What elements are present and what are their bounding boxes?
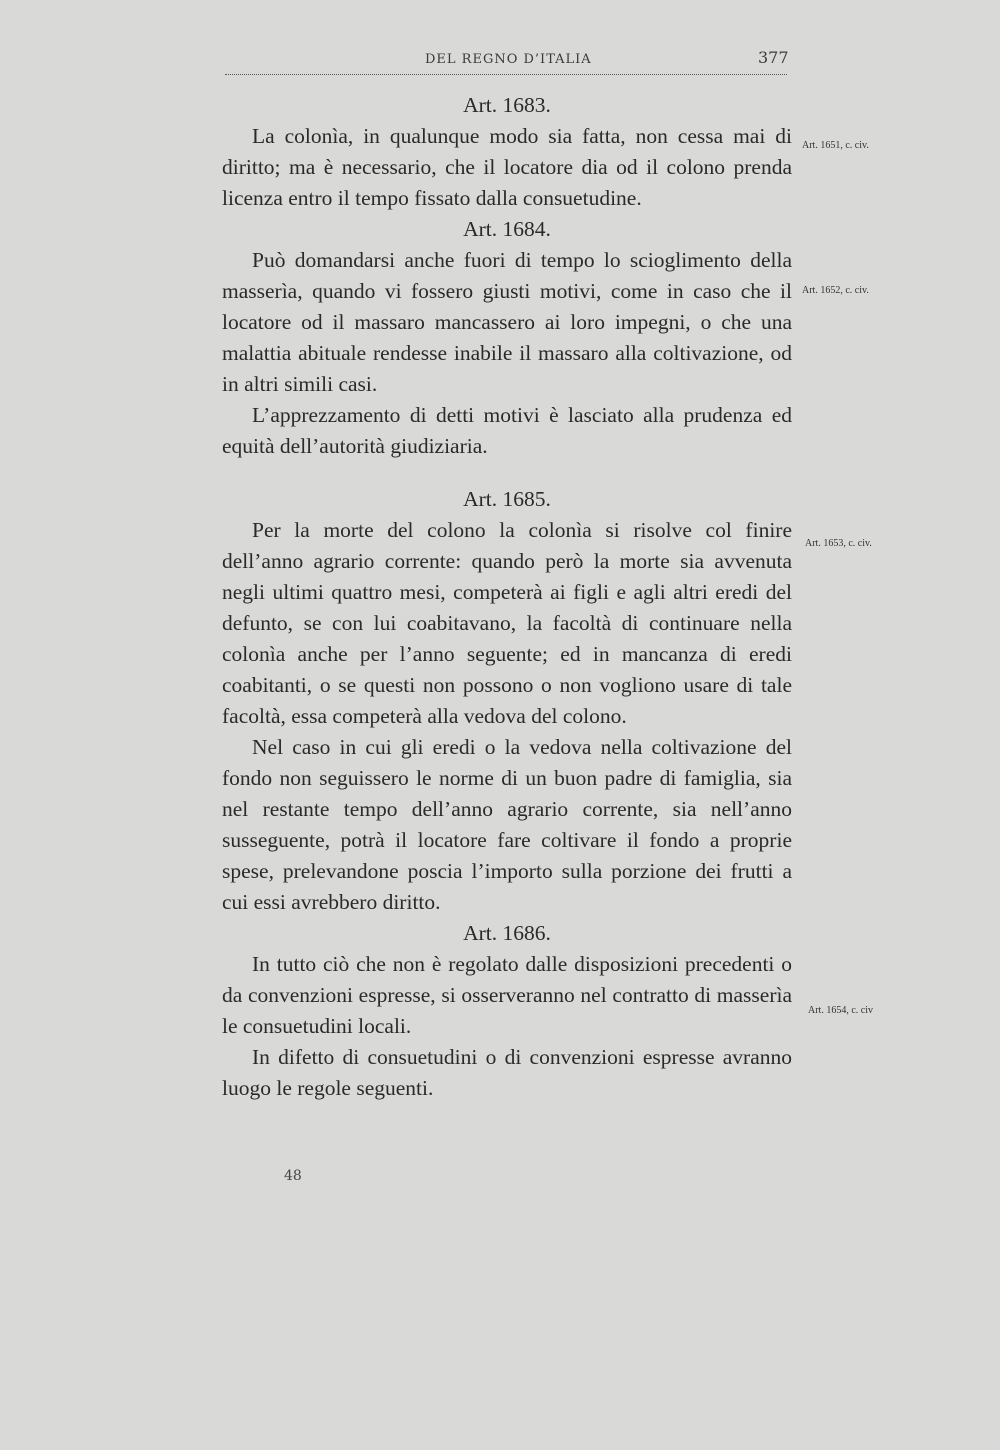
margin-note: Art. 1652, c. civ. <box>802 285 869 296</box>
page-number: 377 <box>758 48 789 67</box>
article-paragraph: L’apprezzamento di detti motivi è lasciato alla prudenza ed equità dell’autorità giudiziaria. <box>222 403 792 458</box>
article-paragraph: Per la morte del colono la colonìa si risolve col finire dell’anno agrario corrente: quando però la morte sia avvenuta negli ultimi quattro mesi, competerà ai figli e agli altri eredi del defunto, se con lui coabitavano, la facoltà di continuare nella colonìa anche per l’anno seguente; ed in mancanza di eredi coabitanti, o se questi non possono o non vogliono usare di tale facoltà, essa competerà alla vedova del colono. <box>222 518 792 728</box>
page-body <box>222 90 792 1104</box>
article-paragraph: Nel caso in cui gli eredi o la vedova nella coltivazione del fondo non seguissero le norme di un buon padre di famiglia, sia nel restante tempo dell’anno agrario corrente, sia nell’anno susseguente, potrà il locatore fare coltivare il fondo a proprie spese, prelevandone poscia l’importo sulla porzione dei frutti a cui essi avrebbero diritto. <box>222 735 792 914</box>
article-paragraph: In difetto di consuetudini o di convenzioni espresse avranno luogo le regole seguenti. <box>222 1045 792 1100</box>
margin-note: Art. 1651, c. civ. <box>802 140 869 151</box>
article-paragraph: Può domandarsi anche fuori di tempo lo scioglimento della masserìa, quando vi fossero giusti motivi, come in caso che il locatore od il massaro mancassero ai loro impegni, o che una malattia abituale rendesse inabile il massaro alla coltivazione, od in altri simili casi. <box>222 248 792 396</box>
margin-note: Art. 1653, c. civ. <box>805 538 872 549</box>
margin-note: Art. 1654, c. civ <box>808 1005 873 1016</box>
article-paragraph: In tutto ciò che non è regolato dalle disposizioni precedenti o da convenzioni espresse, si osserveranno nel contratto di masserìa le consuetudini locali. <box>222 952 792 1038</box>
header-rule <box>225 74 787 75</box>
article-title: Art. 1684. <box>463 217 551 241</box>
running-header: DEL REGNO D’ITALIA <box>425 52 592 67</box>
signature-mark: 48 <box>284 1168 302 1184</box>
article-title: Art. 1685. <box>463 487 551 511</box>
article-paragraph: La colonìa, in qualunque modo sia fatta, non cessa mai di diritto; ma è necessario, che il locatore dia od il colono prenda licenza entro il tempo fissato dalla consuetudine. <box>222 124 792 210</box>
article-title: Art. 1686. <box>463 921 551 945</box>
article-title: Art. 1683. <box>463 93 551 117</box>
